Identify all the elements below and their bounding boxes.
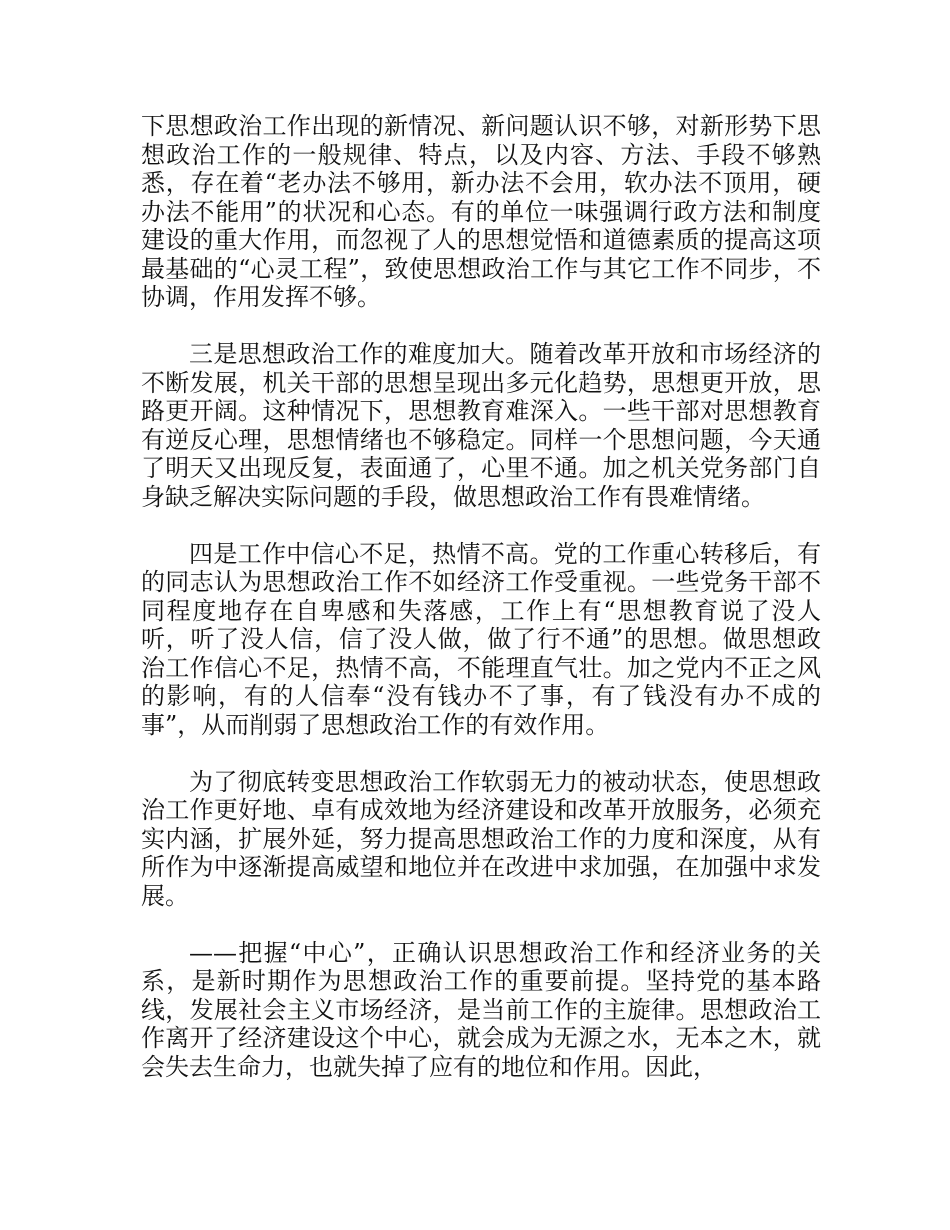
paragraph-transition: 为了彻底转变思想政治工作软弱无力的被动状态，使思想政治工作更好地、卓有成效地为经济建设和改革开放服务，必须充实内涵，扩展外延，努力提高思想政治工作的力度和深度，从有所作为中逐渐提高威望和地位并在改进中求加强，在加强中求发展。 bbox=[141, 767, 821, 910]
paragraph-point-four: 四是工作中信心不足，热情不高。党的工作重心转移后，有的同志认为思想政治工作不如经济工作受重视。一些党务干部不同程度地存在自卑感和失落感，工作上有“思想教育说了没人听，听了没人信，信了没人做，做了行不通”的思想。做思想政治工作信心不足，热情不高，不能理直气壮。加之党内不正之风的影响，有的人信奉“没有钱办不了事，有了钱没有办不成的事”，从而削弱了思想政治工作的有效作用。 bbox=[141, 539, 821, 739]
paragraph-continuation: 下思想政治工作出现的新情况、新问题认识不够，对新形势下思想政治工作的一般规律、特点，以及内容、方法、手段不够熟悉，存在着“老办法不够用，新办法不会用，软办法不顶用，硬办法不能用”的状况和心态。有的单位一味强调行政方法和制度建设的重大作用，而忽视了人的思想觉悟和道德素质的提高这项最基础的“心灵工程”，致使思想政治工作与其它工作不同步，不协调，作用发挥不够。 bbox=[141, 112, 821, 311]
document-body bbox=[141, 112, 821, 1110]
paragraph-grasp-center: ——把握“中心”，正确认识思想政治工作和经济业务的关系，是新时期作为思想政治工作的重要前提。坚持党的基本路线，发展社会主义市场经济，是当前工作的主旋律。思想政治工作离开了经济建设这个中心，就会成为无源之水，无本之木，就会失去生命力，也就失掉了应有的地位和作用。因此， bbox=[141, 938, 821, 1081]
paragraph-point-three: 三是思想政治工作的难度加大。随着改革开放和市场经济的不断发展，机关干部的思想呈现出多元化趋势，思想更开放，思路更开阔。这种情况下，思想教育难深入。一些干部对思想教育有逆反心理，思想情绪也不够稳定。同样一个思想问题，今天通了明天又出现反复，表面通了，心里不通。加之机关党务部门自身缺乏解决实际问题的手段，做思想政治工作有畏难情绪。 bbox=[141, 340, 821, 511]
